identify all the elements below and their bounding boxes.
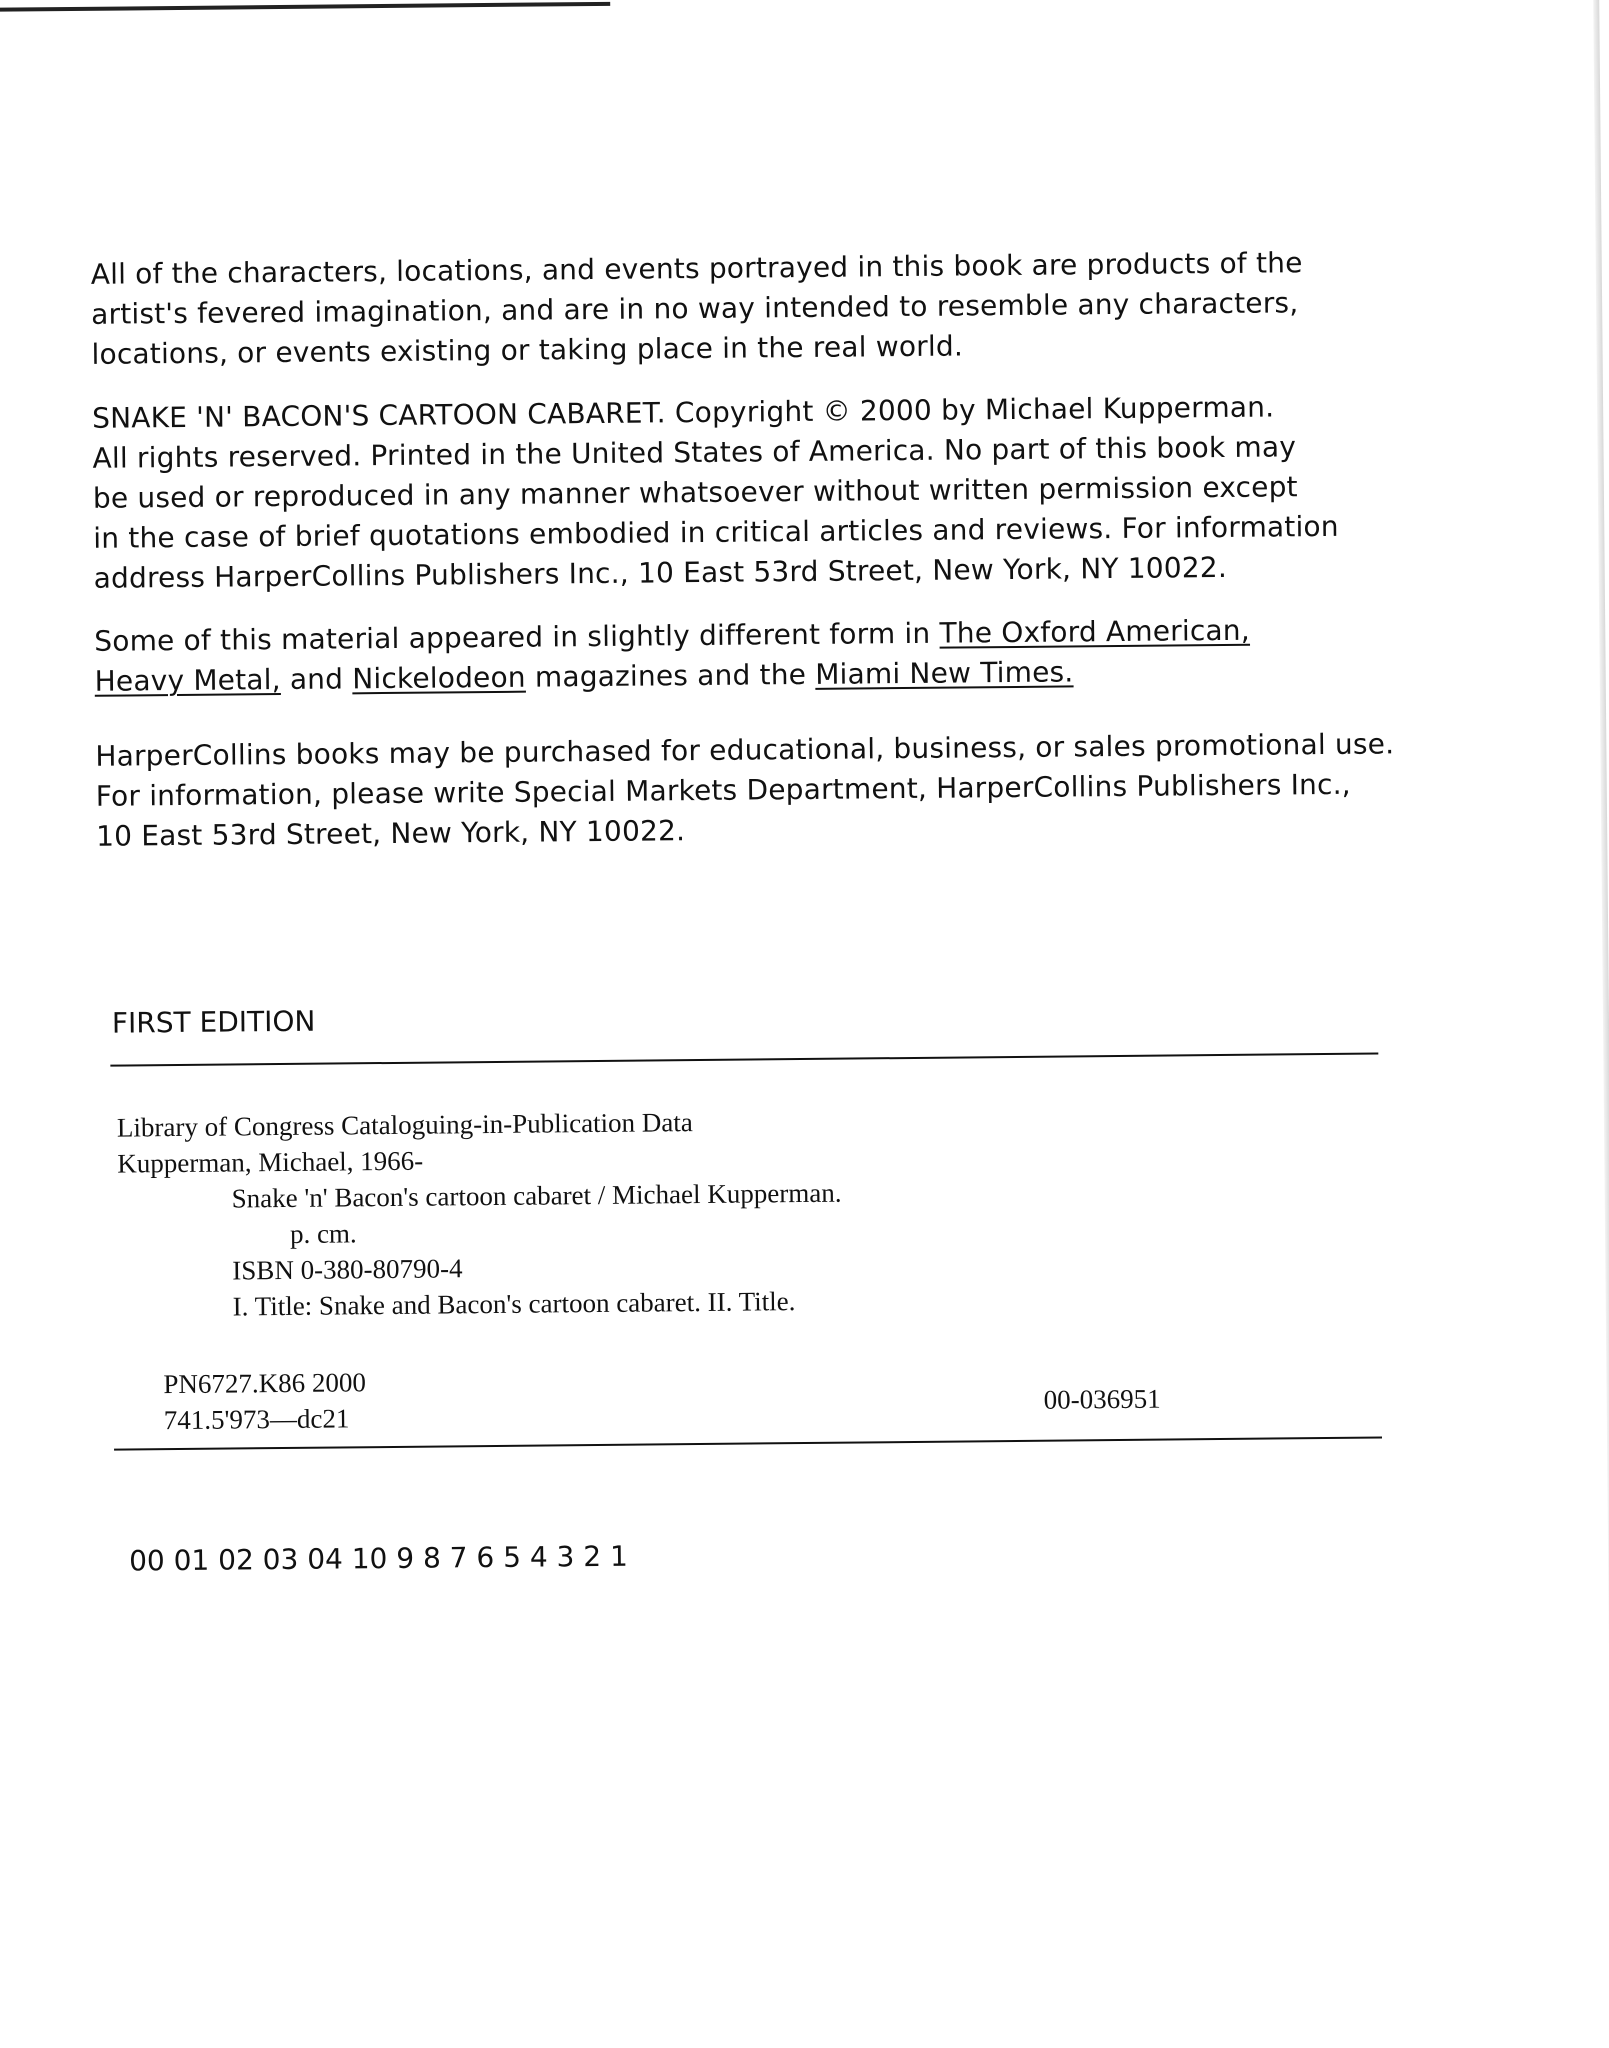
cip-isbn: ISBN 0-380-80790-4 [232, 1253, 463, 1286]
cip-classification [163, 1364, 366, 1438]
sales-paragraph [95, 725, 1395, 857]
cip-title: Snake 'n' Bacon's cartoon cabaret / Michael Kupperman. [231, 1177, 842, 1214]
publication-title-miami-new-times: Miami New Times. [815, 655, 1074, 691]
disclaimer-line: artist's fevered imagination, and are in no way intended to resemble any characters, [90, 286, 1299, 331]
cip-dewey: 741.5'973—dc21 [163, 1403, 350, 1436]
copyright-paragraph [91, 387, 1339, 599]
copyright-line: be used or reproduced in any manner whatsoever without written permission except [92, 470, 1298, 515]
material-mid: magazines and the [525, 657, 816, 694]
sales-line: For information, please write Special Markets Department, HarperCollins Publishers Inc., [95, 767, 1351, 813]
cip-pages: p. cm. [289, 1218, 357, 1249]
disclaimer-line: All of the characters, locations, and events portrayed in this book are products of the [90, 246, 1303, 291]
cip-author: Kupperman, Michael, 1966- [117, 1145, 424, 1179]
printing-number-line: 00 01 02 03 04 10 9 8 7 6 5 4 3 2 1 [128, 1539, 628, 1578]
publication-title-oxford-american: The Oxford American, [939, 613, 1251, 650]
cip-block [117, 1098, 1319, 1326]
cip-heading: Library of Congress Cataloguing-in-Publication Data [116, 1107, 693, 1143]
copyright-line: in the case of brief quotations embodied in critical articles and reviews. For information [93, 509, 1339, 555]
material-prefix: Some of this material appeared in slightly different form in [94, 616, 940, 658]
disclaimer-paragraph [91, 243, 1322, 375]
material-and: and [280, 662, 353, 697]
sales-line: 10 East 53rd Street, New York, NY 10022. [96, 814, 686, 853]
edition-label: FIRST EDITION [111, 1004, 316, 1040]
scan-edge-top [0, 2, 610, 12]
divider-rule-bottom [114, 1436, 1382, 1450]
cip-lccn: 00-036951 [1043, 1383, 1161, 1415]
material-paragraph [94, 610, 1325, 702]
publication-title-nickelodeon: Nickelodeon [352, 660, 526, 696]
scan-edge-right [1593, 0, 1609, 2040]
cip-subjects: I. Title: Snake and Bacon's cartoon cabaret. II. Title. [232, 1286, 796, 1322]
divider-rule-top [110, 1052, 1378, 1066]
copyright-line: SNAKE 'N' BACON'S CARTOON CABARET. Copyright © 2000 by Michael Kupperman. [91, 390, 1275, 435]
copyright-line: address HarperCollins Publishers Inc., 10 East 53rd Street, New York, NY 10022. [93, 550, 1228, 595]
copyright-line: All rights reserved. Printed in the United States of America. No part of this book may [92, 430, 1297, 475]
sales-line: HarperCollins books may be purchased for educational, business, or sales promotional use. [95, 727, 1395, 773]
cip-call-number: PN6727.K86 2000 [163, 1367, 367, 1400]
publication-title-heavy-metal: Heavy Metal, [94, 663, 281, 698]
disclaimer-line: locations, or events existing or taking place in the real world. [91, 329, 964, 371]
